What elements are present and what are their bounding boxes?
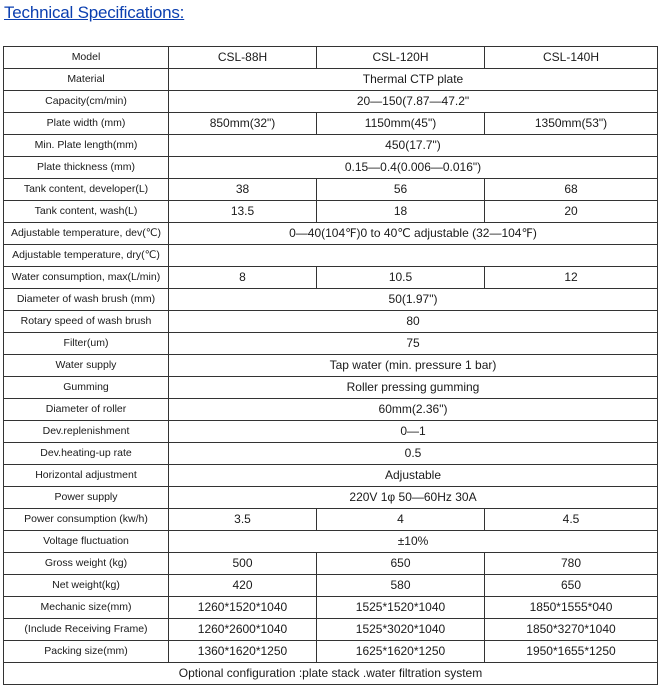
spec-label: Water consumption, max(L/min) <box>4 267 169 289</box>
spec-value: 0—40(104℉)0 to 40℃ adjustable (32—104℉) <box>169 223 658 245</box>
spec-value: 80 <box>169 311 658 333</box>
table-row <box>4 465 658 487</box>
spec-value: 1150mm(45") <box>317 113 485 135</box>
spec-value: 1350mm(53") <box>485 113 658 135</box>
spec-value: 0.15—0.4(0.006—0.016") <box>169 157 658 179</box>
page-title: Technical Specifications: <box>4 3 185 22</box>
spec-label: Adjustable temperature, dev(℃) <box>4 223 169 245</box>
spec-value: 18 <box>317 201 485 223</box>
spec-value: ±10% <box>169 531 658 553</box>
spec-label: Packing size(mm) <box>4 641 169 663</box>
spec-value: 68 <box>485 179 658 201</box>
spec-label: Capacity(cm/min) <box>4 91 169 113</box>
spec-value: 1525*1520*1040 <box>317 597 485 619</box>
spec-label: Dev.heating-up rate <box>4 443 169 465</box>
table-row <box>4 421 658 443</box>
table-row <box>4 179 658 201</box>
spec-value: 650 <box>485 575 658 597</box>
spec-value: 10.5 <box>317 267 485 289</box>
table-row <box>4 157 658 179</box>
table-row <box>4 113 658 135</box>
table-row <box>4 223 658 245</box>
table-row <box>4 641 658 663</box>
spec-value: 780 <box>485 553 658 575</box>
spec-value: 38 <box>169 179 317 201</box>
table-footer-row <box>4 663 658 685</box>
spec-value: 60mm(2.36") <box>169 399 658 421</box>
spec-value: 450(17.7") <box>169 135 658 157</box>
spec-label: Tank content, wash(L) <box>4 201 169 223</box>
spec-value: 0.5 <box>169 443 658 465</box>
header-label: Model <box>4 47 169 69</box>
spec-label: Power supply <box>4 487 169 509</box>
spec-value: 12 <box>485 267 658 289</box>
spec-label: (Include Receiving Frame) <box>4 619 169 641</box>
spec-value: 0—1 <box>169 421 658 443</box>
spec-value: 3.5 <box>169 509 317 531</box>
table-row <box>4 91 658 113</box>
table-row <box>4 289 658 311</box>
table-row <box>4 443 658 465</box>
table-row <box>4 399 658 421</box>
spec-value: Adjustable <box>169 465 658 487</box>
spec-value: 650 <box>317 553 485 575</box>
spec-label: Mechanic size(mm) <box>4 597 169 619</box>
table-row <box>4 509 658 531</box>
table-row <box>4 311 658 333</box>
spec-value <box>169 245 658 267</box>
spec-label: Diameter of roller <box>4 399 169 421</box>
spec-value: 580 <box>317 575 485 597</box>
spec-label: Min. Plate length(mm) <box>4 135 169 157</box>
spec-label: Voltage fluctuation <box>4 531 169 553</box>
spec-label: Plate width (mm) <box>4 113 169 135</box>
model-column-header: CSL-88H <box>169 47 317 69</box>
spec-value: 1260*1520*1040 <box>169 597 317 619</box>
spec-value: 1360*1620*1250 <box>169 641 317 663</box>
spec-label: Material <box>4 69 169 91</box>
spec-value: 50(1.97") <box>169 289 658 311</box>
spec-label: Dev.replenishment <box>4 421 169 443</box>
spec-value: 20 <box>485 201 658 223</box>
table-header-row <box>4 47 658 69</box>
model-column-header: CSL-120H <box>317 47 485 69</box>
spec-value: 13.5 <box>169 201 317 223</box>
spec-value: Thermal CTP plate <box>169 69 658 91</box>
spec-value: 4.5 <box>485 509 658 531</box>
table-row <box>4 377 658 399</box>
spec-label: Rotary speed of wash brush <box>4 311 169 333</box>
spec-value: 1850*1555*040 <box>485 597 658 619</box>
spec-label: Filter(um) <box>4 333 169 355</box>
table-row <box>4 267 658 289</box>
spec-label: Net weight(kg) <box>4 575 169 597</box>
table-row <box>4 597 658 619</box>
table-row <box>4 333 658 355</box>
spec-value: 1525*3020*1040 <box>317 619 485 641</box>
spec-value: 75 <box>169 333 658 355</box>
optional-configuration-note: Optional configuration :plate stack .water filtration system <box>4 663 658 685</box>
spec-value: Roller pressing gumming <box>169 377 658 399</box>
spec-label: Power consumption (kw/h) <box>4 509 169 531</box>
spec-value: 500 <box>169 553 317 575</box>
spec-label: Gross weight (kg) <box>4 553 169 575</box>
spec-value: 1625*1620*1250 <box>317 641 485 663</box>
spec-value: 8 <box>169 267 317 289</box>
spec-label: Diameter of wash brush (mm) <box>4 289 169 311</box>
spec-label: Horizontal adjustment <box>4 465 169 487</box>
table-row <box>4 553 658 575</box>
spec-value: 1950*1655*1250 <box>485 641 658 663</box>
spec-value: 420 <box>169 575 317 597</box>
table-row <box>4 135 658 157</box>
spec-value: 850mm(32") <box>169 113 317 135</box>
spec-value: 1260*2600*1040 <box>169 619 317 641</box>
spec-value: 4 <box>317 509 485 531</box>
spec-label: Tank content, developer(L) <box>4 179 169 201</box>
spec-label: Plate thickness (mm) <box>4 157 169 179</box>
spec-value: Tap water (min. pressure 1 bar) <box>169 355 658 377</box>
table-row <box>4 201 658 223</box>
spec-value: 20—150(7.87—47.2" <box>169 91 658 113</box>
spec-value: 220V 1φ 50—60Hz 30A <box>169 487 658 509</box>
specifications-table-body <box>4 47 658 685</box>
table-row <box>4 619 658 641</box>
spec-label: Gumming <box>4 377 169 399</box>
spec-value: 56 <box>317 179 485 201</box>
model-column-header: CSL-140H <box>485 47 658 69</box>
specifications-table <box>3 46 658 685</box>
table-row <box>4 355 658 377</box>
table-row <box>4 69 658 91</box>
table-row <box>4 531 658 553</box>
spec-label: Water supply <box>4 355 169 377</box>
spec-value: 1850*3270*1040 <box>485 619 658 641</box>
table-row <box>4 245 658 267</box>
table-row <box>4 575 658 597</box>
table-row <box>4 487 658 509</box>
spec-label: Adjustable temperature, dry(℃) <box>4 245 169 267</box>
